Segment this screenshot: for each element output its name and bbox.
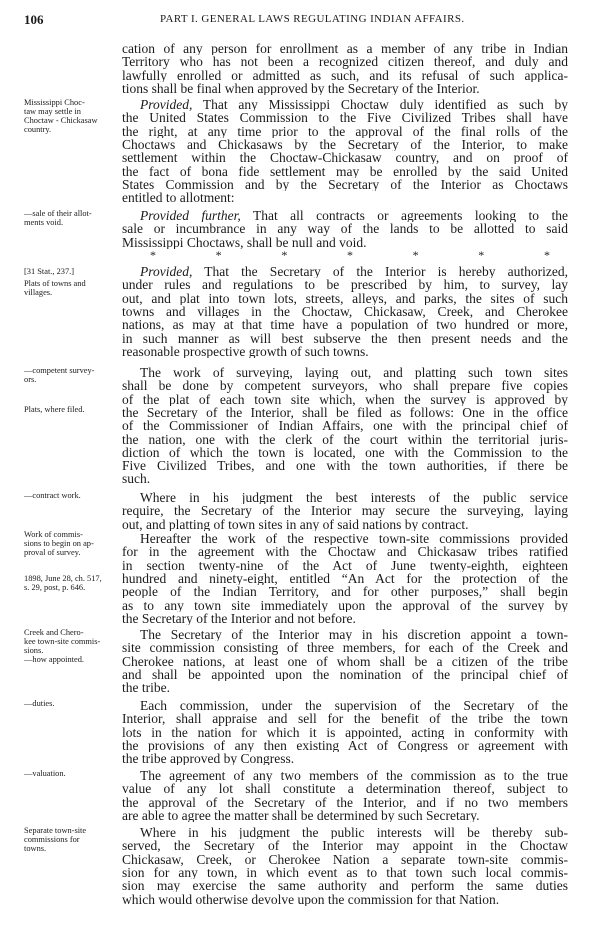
marginal-note-line: ors. [24, 375, 37, 384]
marginal-note-line: Work of commis- [24, 530, 83, 539]
marginal-note-line: sions to begin on ap- [24, 539, 94, 548]
page-number: 106 [24, 12, 44, 27]
body-line: reasonable prospective growth of such towns. [122, 344, 369, 359]
body-line: States Commission and by the Secretary of the Interior as Choctaws [122, 177, 568, 192]
body-line: nations, as may at that time have a population of two hundred or more, [122, 318, 568, 332]
body-line: cation of any person for enrollment as a member of any tribe in Indian [122, 42, 568, 56]
marginal-note-line: Plats, where filed. [24, 405, 85, 414]
body-line: Hereafter the work of the respective town-site commissions provided [140, 532, 568, 546]
body-line: and shall be appointed upon the nomination of the principal chief of [122, 667, 568, 682]
marginal-note-line: Creek and Chero- [24, 628, 84, 637]
body-line: sion for any town, in which event as to that town such local commis- [122, 865, 568, 880]
marginal-note-line: sions. [24, 646, 44, 655]
marginal-note-line: proval of survey. [24, 548, 81, 557]
body-line: the approval of the Secretary of the Interior, and if no two members [122, 795, 568, 809]
body-line: the tribe approved by Congress. [122, 752, 295, 766]
marginal-note-line: s. 29, post, p. 646. [24, 583, 86, 592]
body-line: diction of which the town is located, one with the Commission to the [122, 445, 568, 460]
body-line: Each commission, under the supervision of the Secretary of the [140, 699, 568, 713]
marginal-note-line: —competent survey- [24, 366, 95, 375]
body-line: as to any town site immediately upon the approval of the survey by [122, 598, 568, 612]
body-line: the Secretary of the Interior, shall be filed as follows: One in the office [122, 405, 568, 420]
body-line: the Secretary of the Interior and not before. [122, 611, 356, 626]
marginal-note-line: —sale of their allot- [24, 209, 92, 218]
body-line: in such manner as will best subserve the then present needs and the [122, 331, 568, 345]
ellipsis-star: * [346, 248, 353, 262]
body-line: of the plat of each town site which, when the survey is approved by [122, 392, 568, 406]
body-line: lots in the nation for which it is appointed, acting in conformity with [122, 725, 568, 739]
marginal-note-line: Choctaw - Chickasaw [24, 116, 98, 125]
marginal-note-line: —contract work. [24, 491, 81, 500]
body-line: Interior, shall appraise and sell for the benefit of the tribe the town [122, 712, 568, 726]
ellipsis-star: * [215, 248, 222, 262]
body-line: towns and villages in the Choctaw, Chickasaw, Creek, and Cherokee [122, 304, 568, 319]
body-line: such. [122, 472, 151, 486]
body-line: Choctaws and Chickasaws by the Secretary of the Interior, to make [122, 137, 568, 152]
body-line: tions shall be final when approved by the Secretary of the Interior. [122, 81, 480, 96]
running-head: PART I. GENERAL LAWS REGULATING INDIAN AFFAIRS. [160, 13, 465, 25]
body-line: Where in his judgment the best interests of the public service [140, 491, 568, 505]
marginal-note-line: villages. [24, 288, 53, 297]
body-line: served, the Secretary of the Interior may appoint in the Choctaw [122, 839, 568, 853]
body-line: Provided further, That all contracts or agreements looking to the [140, 209, 568, 223]
body-line: The Secretary of the Interior may in his discretion appoint a town- [140, 628, 568, 642]
ellipsis-star: * [150, 248, 156, 262]
marginal-note-line: towns. [24, 844, 47, 853]
body-line: the United States Commission to the Five Civilized Tribes shall have [122, 111, 568, 125]
body-line: the right, at any time prior to the approval of the final rolls of the [122, 124, 568, 138]
body-line: The work of surveying, laying out, and platting such town sites [140, 366, 568, 380]
marginal-note-line: —duties. [24, 699, 55, 708]
ellipsis-star: * [281, 248, 288, 262]
body-line: the tribe. [122, 681, 170, 695]
marginal-note-line: —valuation. [24, 769, 66, 778]
marginal-note-line: 1898, June 28, ch. 517, [24, 574, 102, 583]
body-line: for in the agreement with the Choctaw and Chickasaw tribes ratified [122, 545, 568, 559]
body-line: hundred and ninety-eight, entitled “An Act for the protection of the [122, 571, 568, 586]
marginal-note-line: Mississippi Choc- [24, 98, 85, 107]
body-line: The agreement of any two members of the commission as to the true [140, 769, 568, 783]
body-line: Provided, That any Mississippi Choctaw duly identified as such by [140, 98, 568, 112]
body-line: Five Civilized Tribes, and one with the town authorities, if there be [122, 459, 568, 473]
ellipsis-star: * [478, 248, 485, 262]
marginal-note-line: commissions for [24, 835, 80, 844]
marginal-note-line: country. [24, 125, 52, 134]
body-line: under rules and regulations to be prescribed by him, to survey, lay [122, 278, 568, 292]
marginal-note-line: —how appointed. [24, 655, 85, 664]
body-line: Provided, That the Secretary of the Interior is hereby authorized, [140, 265, 568, 279]
marginal-note-line: Plats of towns and [24, 279, 86, 288]
body-line: shall be done by competent surveyors, who shall prepare five copies [122, 379, 568, 393]
body-line: sale or incumbrance in any way of the lands to be allotted to said [122, 222, 568, 236]
body-line: are able to agree the matter shall be determined by such Secretary. [122, 808, 480, 823]
body-line: require, the Secretary of the Interior may secure the surveying, laying [122, 504, 568, 518]
body-line: in section twenty-nine of the Act of June twenty-eighth, eighteen [122, 558, 568, 572]
body-line: out, and plat into town lots, streets, alleys, and parks, the sites of such [122, 291, 568, 305]
marginal-note-line: ments void. [24, 218, 64, 227]
body-line: settlement within the Choctaw-Chickasaw country, and on proof of [122, 151, 568, 165]
ellipsis-star: * [412, 248, 419, 262]
section-ellipsis [150, 248, 550, 263]
body-line: which would otherwise devolve upon the commission for that Nation. [122, 892, 500, 906]
body-line: the provisions of any then existing Act of Congress or agreement with [122, 738, 568, 753]
marginal-note-line: Separate town-site [24, 826, 87, 835]
body-line: Cherokee nations, at least one of whom shall be a citizen of the tribe [122, 654, 568, 668]
body-line: out, and platting of town sites in any of said nations by contract. [122, 517, 469, 531]
ellipsis-star: * [543, 248, 550, 262]
body-line: lawfully enrolled or admitted as such, and its refusal of such applica- [122, 68, 568, 82]
body-line: Where in his judgment the public interests will be thereby sub- [140, 826, 568, 840]
body-line: Chickasaw, Creek, or Cherokee Nation a separate town-site commis- [122, 852, 568, 866]
body-line: value of any lot shall constitute a determination thereof, subject to [122, 782, 568, 796]
body-line: Mississippi Choctaws, shall be null and void. [122, 235, 367, 249]
body-line: sion may exercise the same authority and perform the same duties [122, 879, 568, 893]
body-line: the nation, one with the clerk of the court within the territorial juris- [122, 432, 568, 446]
body-line: Territory who has not been a recognized citizen thereof, and duly and [122, 55, 568, 69]
body-line: entitled to allotment: [122, 191, 235, 205]
body-line: people of the Indian Territory, and for other purposes,” shall begin [122, 585, 568, 599]
marginal-note-line: [31 Stat., 237.] [24, 267, 75, 276]
marginal-note-line: taw may settle in [24, 107, 81, 116]
body-line: the fact of bona fide settlement may be enrolled by the said United [122, 164, 568, 178]
body-line: site commission consisting of three members, for each of the Creek and [122, 641, 568, 655]
page-header [24, 12, 576, 28]
marginal-note-line: kee town-site commis- [24, 637, 101, 646]
body-line: of the Commissioner of Indian Affairs, one with the principal chief of [122, 419, 568, 433]
